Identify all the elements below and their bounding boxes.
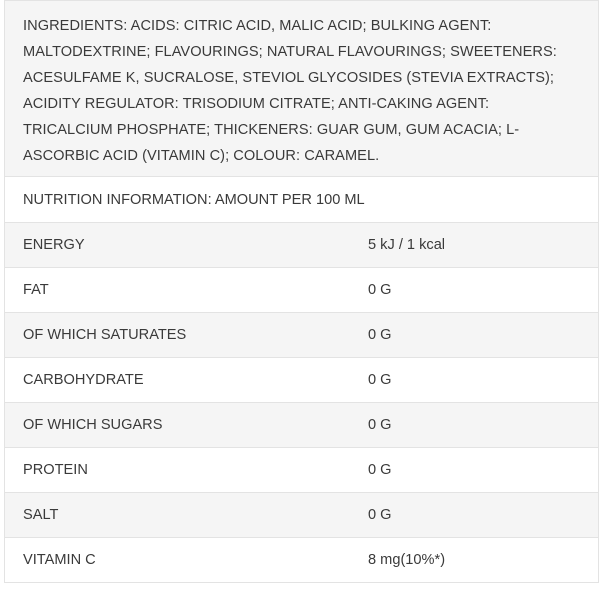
table-row	[5, 223, 598, 268]
nutrient-value-fat: 0 G	[368, 282, 392, 298]
table-row	[5, 493, 598, 538]
ingredients-row	[5, 1, 598, 177]
nutrition-heading: NUTRITION INFORMATION: AMOUNT PER 100 ML	[23, 191, 365, 208]
nutrient-label-salt: SALT	[23, 507, 59, 523]
nutrient-value-vitamin-c: 8 mg(10%*)	[368, 552, 446, 568]
nutrition-heading-row	[5, 177, 598, 223]
table-row	[5, 403, 598, 448]
nutrient-value-carbohydrate: 0 G	[368, 372, 392, 388]
table-row	[5, 268, 598, 313]
table-row	[5, 448, 598, 493]
nutrient-label-sugars: OF WHICH SUGARS	[23, 417, 163, 433]
nutrient-label-fat: FAT	[23, 282, 49, 298]
table-row	[5, 538, 598, 583]
nutrient-value-energy: 5 kJ / 1 kcal	[368, 237, 446, 253]
nutrient-label-vitamin-c: VITAMIN C	[23, 552, 96, 568]
nutrient-value-saturates: 0 G	[368, 327, 392, 343]
ingredients-text: INGREDIENTS: ACIDS: CITRIC ACID, MALIC ACID; BULKING AGENT: MALTODEXTRINE; FLAVOURINGS; NATURAL FLAVOURINGS; SWEETENERS: ACESULFAME K, SUCRALOSE, STEVIOL GLYCOSIDES (STEVIA EXTRACTS); ACIDITY REGULATOR: TRISODIUM CITRATE; ANTI-CAKING AGENT: TRICALCIUM PHOSPHATE; THICKENERS: GUAR GUM, GUM ACACIA; L-ASCORBIC ACID (VITAMIN C); COLOUR: CARAMEL.	[23, 18, 557, 164]
nutrient-label-energy: ENERGY	[23, 237, 85, 253]
nutrient-label-carbohydrate: CARBOHYDRATE	[23, 372, 144, 388]
nutrition-table	[4, 0, 599, 583]
table-row	[5, 358, 598, 403]
nutrient-value-protein: 0 G	[368, 462, 392, 478]
nutrient-label-protein: PROTEIN	[23, 462, 88, 478]
nutrient-label-saturates: OF WHICH SATURATES	[23, 327, 187, 343]
nutrient-value-sugars: 0 G	[368, 417, 392, 433]
nutrient-value-salt: 0 G	[368, 507, 392, 523]
table-row	[5, 313, 598, 358]
